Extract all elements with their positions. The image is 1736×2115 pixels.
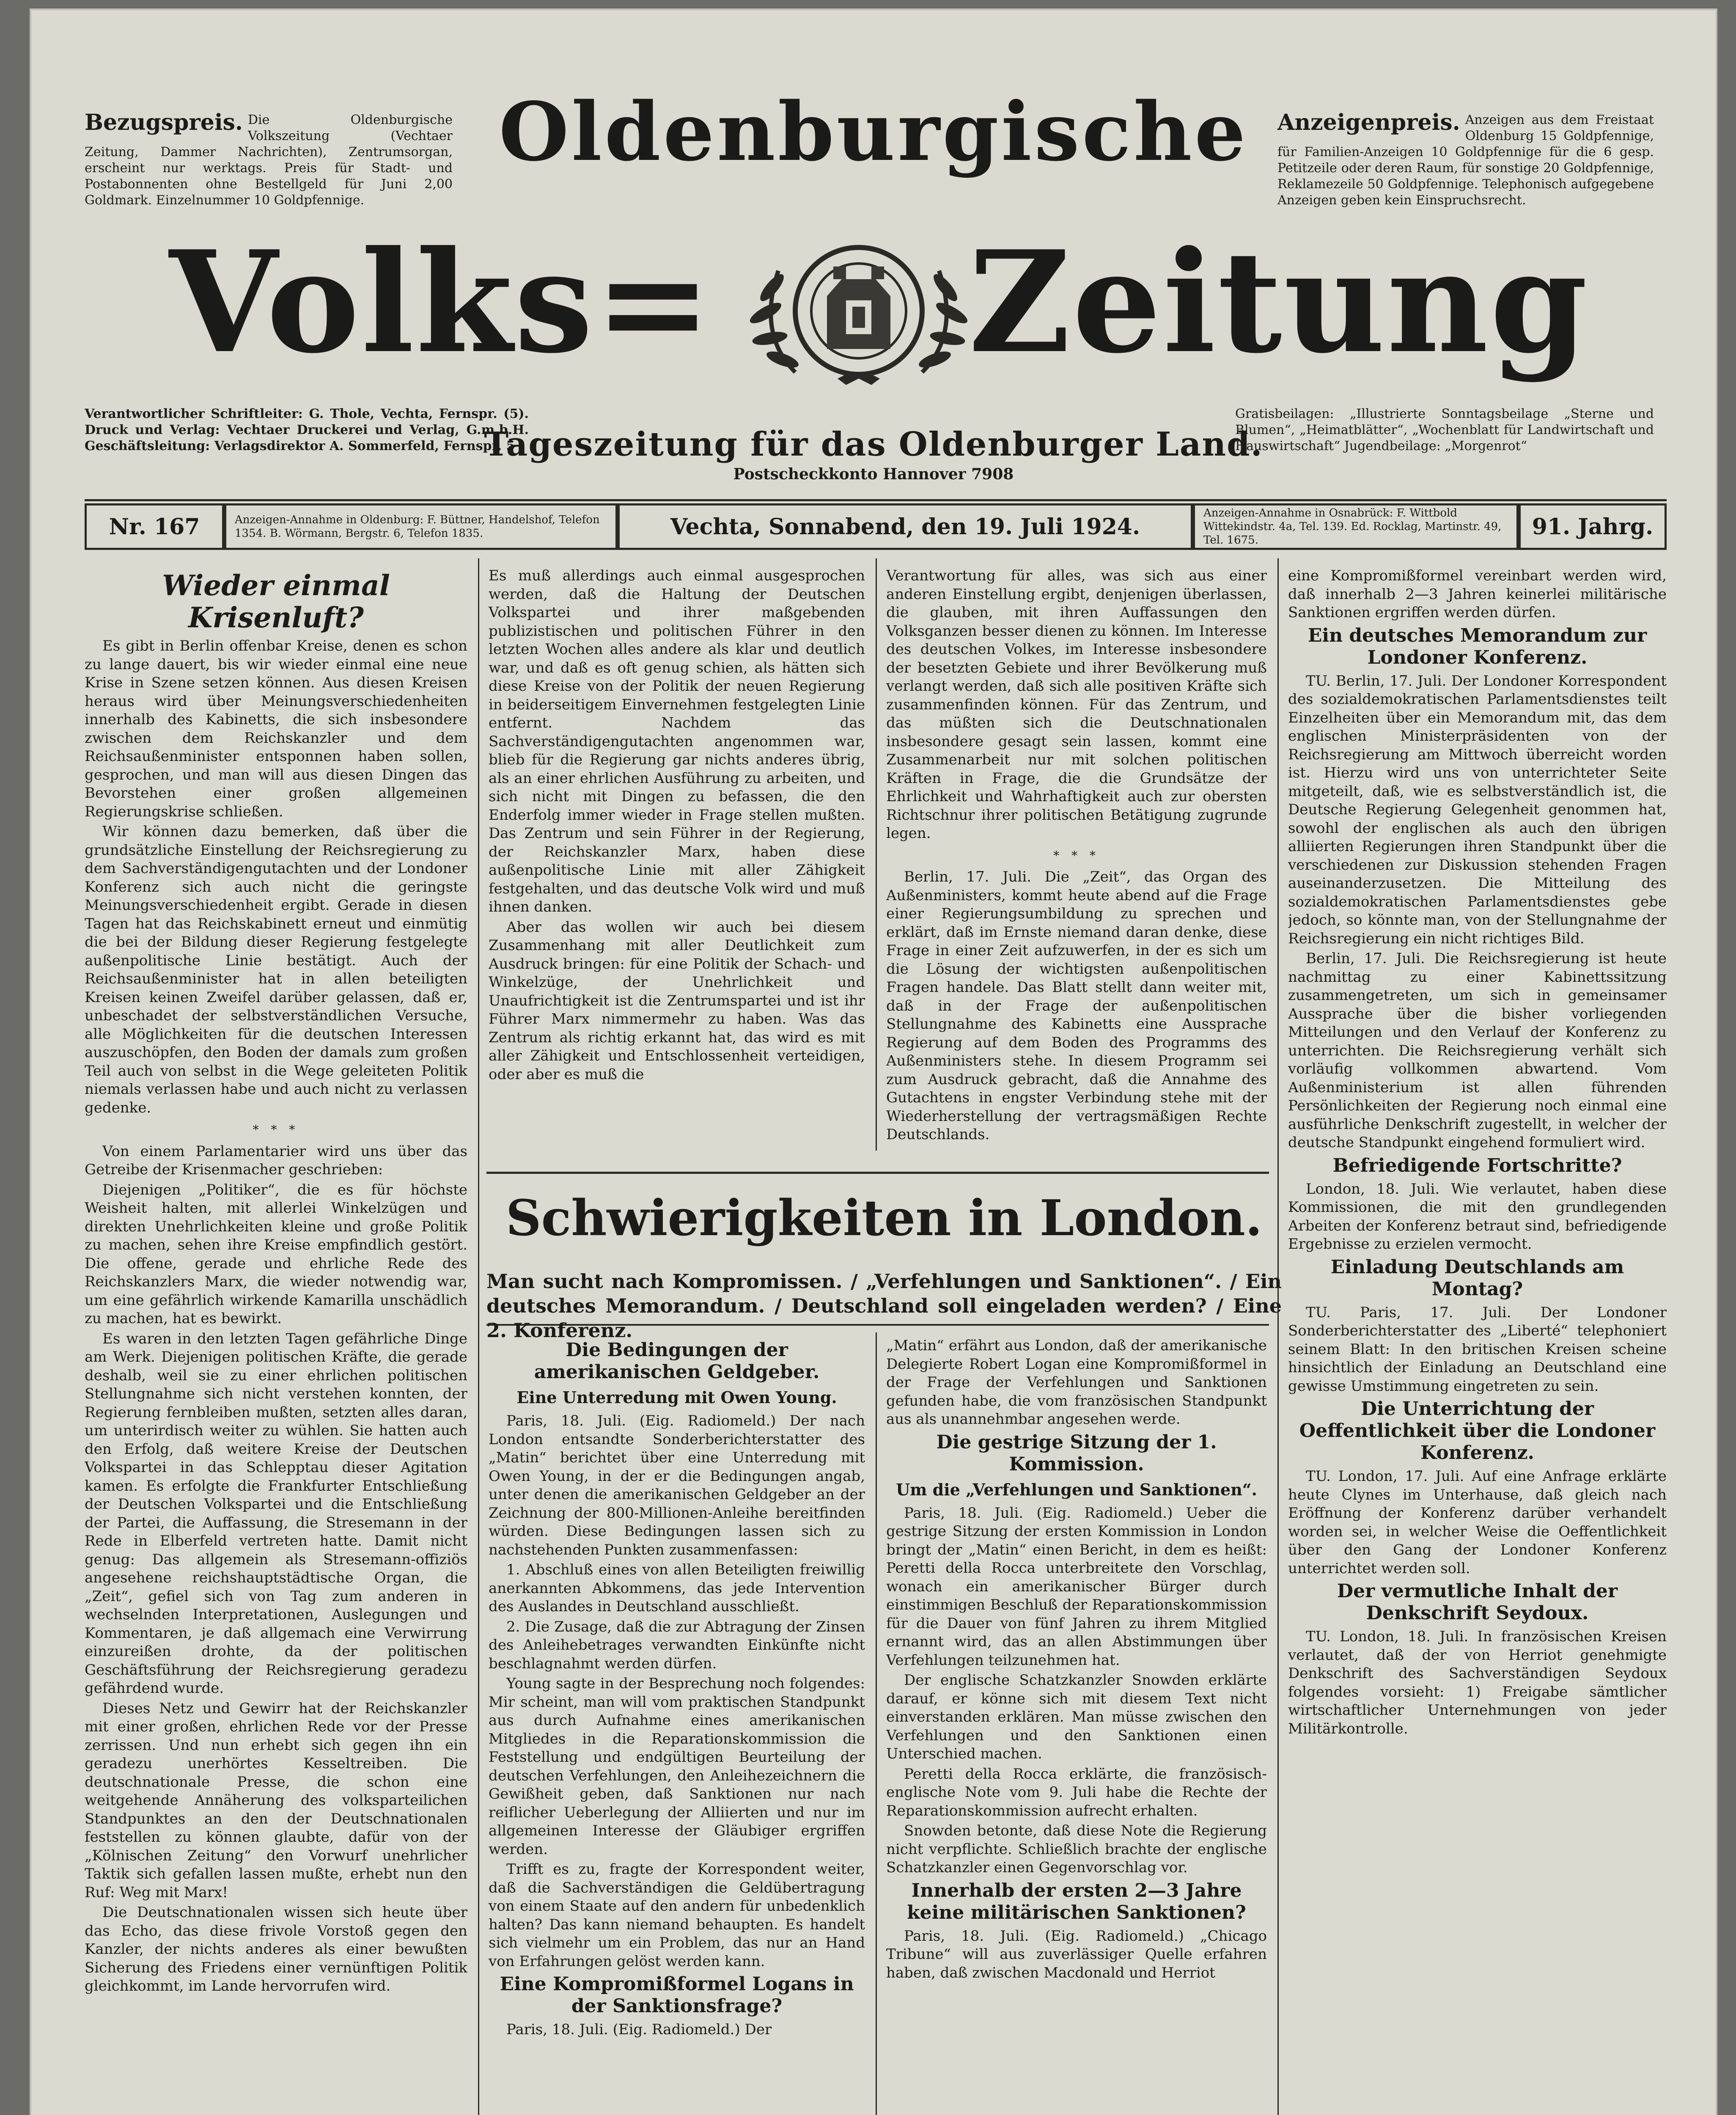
city-seal-emblem [732,233,986,393]
article-paragraph: Es gibt in Berlin offenbar Kreise, denen es schon zu lange dauert, bis wir wieder einmal eine neue Krise in Szene setzen können. Aus diesen Kreisen heraus wird über Meinungsverschiedenheiten innerhalb des Kabinetts, die sich insbesondere zwischen dem Reichskanzler und dem Reichsaußenminister entsponnen haben sollen, gesprochen, und man will aus diesen Dingen das Bevorstehen einer großen allgemeinen Regierungskrise schließen. [85,637,467,820]
jahrgang: 91. Jahrg. [1532,514,1654,540]
article-headline-krisenluft: Wieder einmal Krisenluft? [162,569,390,634]
ornament-divider: * * * [253,1123,299,1137]
article-headline-bedingungen: Die Bedingungen der amerikanischen Geldgeber. [534,1339,820,1383]
article-paragraph: Die Deutschnationalen wissen sich heute über das Echo, das diese frivole Vorstoß gegen den Kanzler, der nichts anderes als einer bewußten Sicherung des Friedens einer vernünftigen Politik gleichkommt, im Lande hervorrufen wird. [85,1904,467,1994]
article-paragraph: Dieses Netz und Gewirr hat der Reichskanzler mit einer großen, ehrlichen Rede vor der Presse zerrissen. Und nun erhebt sich gegen ihn ein geradezu unerhörtes Kesseltreiben. Die deutschnationale Presse, die schon eine weitgehende Annäherung des volksparteilichen Standpunktes an den der Deutschnationalen feststellen zu können glaubte, dafür von der „Kölnischen Zeitung“ den Vorwurf unehrlicher Taktik sich gefallen lassen mußte, erhebt nun den Ruf: Weg mit Marx! [85,1700,467,1901]
article-paragraph: Young sagte in der Besprechung noch folgendes: Mir scheint, man will vom praktischen Standpunkt aus durch Aufnahme eines amerikanischen Mitgliedes in die Reparationskommission die Feststellung und endgültigen Beurteilung der deutschen Verfehlungen, den Anleihezeichnern die Gewißheit geben, daß Sanktionen nur nach reiflicher Ueberlegung der Alliierten und nur im allgemeinen Interesse der Gläubiger ergriffen werden. [489,1675,865,1858]
article-paragraph: TU. London, 18. Juli. In französischen Kreisen verlautet, daß der von Herriot genehmigte Denkschrift des Sachverständigen Seydoux folgendes vorsieht: 1) Freigabe sämtlicher wirtschaftlicher Unternehmungen von jeder Militärkontrolle. [1288,1628,1667,1737]
annahme-oldenburg-text: Anzeigen-Annahme in Oldenburg: F. Büttner, Handelshof, Telefon 1354. B. Wörmann, Bergstr. 6, Telefon 1835. [235,514,600,540]
article-paragraph: Es waren in den letzten Tagen gefährliche Dinge am Werk. Diejenigen politischen Kräfte, die gerade deshalb, weil sie zu einer ehrlichen politischen Stellungnahme sich nicht verstehen konnten, der Regierung fernbleiben mußten, setzten alles daran, um unterirdisch weiter zu wühlen. Sie hatten auch den Erfolg, daß weitere Kreise der Deutschen Volkspartei in das Schlepptau dieser Agitation kamen. Es erfolgte die Frankfurter Entschließung der Deutschen Volkspartei und die Entschließung der Partei, die Auffassung, die Stresemann in der Rede in Elberfeld vertreten hatte. Damit nicht genug: Das allgemein als Stresemann-offiziös angesehene reichshauptstädtische Organ, die „Zeit“, gefiel sich von Tag zum anderen in wechselnden Interpretationen, Auslegungen und Kommentaren, je daß allgemach eine Verwirrung einzureißen drohte, da der politischen Geschäftsführung der Reichsregierung geradezu gefährdend wurde. [85,1330,467,1697]
column-3-bottom [886,1337,1267,2115]
bezugspreis-label: Bezugspreis. [85,110,243,135]
article-subheadline-young: Eine Unterredung mit Owen Young. [516,1388,837,1407]
masthead-zeitung: Zeitung [969,220,1590,384]
article-paragraph: Es muß allerdings auch einmal ausgesprochen werden, daß die Haltung der Deutschen Volkspartei und ihrer maßgebenden publizistischen und politischen Führer in den letzten Wochen alles andere als klar und deutlich war, und daß es oft genug schien, als hätten sich diese Kreise von der Politik der neuen Regierung in beiderseitigem Einvernehmen festgelegten Linie entfernt. Nachdem das Sachverständigengutachten angenommen war, blieb für die Regierung gar nichts anderes übrig, als an einer ehrlichen Ausführung zu arbeiten, und sich nicht mit Dingen zu befassen, die den Enderfolg immer wieder in Frage stellen mußten. Das Zentrum und sein Führer in der Regierung, der Reichskanzler Marx, haben diese außenpolitische Linie mit aller Zähigkeit festgehalten, und das deutsche Volk wird und muß ihnen danken. [489,567,865,915]
article-paragraph: Snowden betonte, daß diese Note die Regierung nicht verpflichte. Schließlich brachte der englische Schatzkanzler einen Gegenvorschlag vor. [886,1822,1267,1876]
column-rule-2b [876,1332,877,2115]
article-paragraph: Paris, 18. Juli. (Eig. Radiomeld.) „Chicago Tribune“ will aus zuverlässiger Quelle erfahren haben, daß zwischen Macdonald und Herriot [886,1927,1267,1981]
annahme-osnabrueck-text: Anzeigen-Annahme in Osnabrück: F. Wittbold Wittekindstr. 4a, Tel. 139. Ed. Rocklag, Martinstr. 49, Tel. 1675. [1203,507,1502,547]
jahrgang-box [1519,503,1667,550]
verlag-text: Verantwortlicher Schriftleiter: G. Thole, Vechta, Fernspr. (5). Druck und Verlag: Vechtaer Druckerei und Verlag, G.m.b.H. Geschäftsleitung: Verlagsdirektor A. Sommerfeld, Fernspr. 5 [85,407,529,453]
article-paragraph: Von einem Parlamentarier wird uns über das Getreibe der Krisenmacher geschrieben: [85,1143,467,1178]
article-paragraph: „Matin“ erfährt aus London, daß der amerikanische Delegierte Robert Logan eine Kompromißformel in der Frage der Verfehlungen und Sanktionen gefunden habe, die vom französischen Standpunkt aus als unannehmbar angesehen werde. [886,1337,1267,1428]
masthead-line1: Oldenburgische [499,85,1248,179]
article-paragraph: Berlin, 17. Juli. Die Reichsregierung ist heute nachmittag zu einer Kabinettssitzung zusammengetreten, um sich in gemeinsamer Aussprache über die bisher vorliegenden Mitteilungen und den Verlauf der Konferenz zu unterrichten. Die Reichsregierung verhält sich vorläufig vollkommen abwartend. Vom Außenministerium ist allen führenden Persönlichkeiten der Regierung noch einmal eine ausführliche Denkschrift zugestellt, in welcher der deutsche Standpunkt eingehend formuliert wird. [1288,950,1667,1151]
banner-top-rule [486,1172,1269,1174]
issue-number: Nr. 167 [109,514,200,540]
article-paragraph: London, 18. Juli. Wie verlautet, haben diese Kommissionen, die mit den grundlegenden Arbeiten der Konferenz betraut sind, befriedigende Ergebnisse zu erzielen vermocht. [1288,1180,1667,1253]
banner-headline: Schwierigkeiten in London. [505,1189,1263,1247]
anzeigenpreis-text: Anzeigen aus dem Freistaat Oldenburg 15 Goldpfennige, für Familien-Anzeigen 10 Goldpfennige für die 6 gesp. Petitzeile oder deren Raum, für sonstige 20 Goldpfennige, Reklamezeile 50 Goldpfennige. Telephonisch aufgegebene Anzeigen geben kein Einspruchsrecht. [1277,113,1654,208]
article-headline-einladung: Einladung Deutschlands am Montag? [1330,1256,1624,1300]
column-1 [85,567,467,2115]
verlag-info [85,406,529,454]
article-paragraph: Berlin, 17. Juli. Die „Zeit“, das Organ des Außenministers, kommt heute abend auf die Frage einer Regierungsumbildung zu sprechen und erklärt, daß im Ernste niemand daran denke, diese Frage in einer Zeit aufzuwerfen, in der es sich um die Lösung der wichtigsten außenpolitischen Fragen handele. Das Blatt stellt dann weiter mit, daß in der Frage der außenpolitischen Stellungnahme des Kabinetts eine Aussprache Regierung auf dem Boden des Programms des Außenministers stehe. In diesem Programm sei zum Ausdruck gebracht, daß die Annahme des Gutachtens in engster Verbindung stehe mit der Wiederherstellung der vertragsmäßigen Rechte Deutschlands. [886,868,1267,1143]
article-paragraph: Verantwortung für alles, was sich aus einer anderen Einstellung ergibt, denjenigen überlassen, die glauben, mit ihren Auffassungen den Volksganzen besser dienen zu können. Im Interesse des deutschen Volkes, im Interesse insbesondere der besetzten Gebiete und ihrer Bevölkerung muß verlangt werden, daß sich alle positiven Kräfte sich zusammenfinden können. Für das Zentrum, und das müßten sich die Deutschnationalen insbesondere gesagt sein lassen, kommt eine Zusammenarbeit nur mit solchen politischen Kräften in Frage, die die Grundsätze der Ehrlichkeit und Wahrhaftigkeit auch zur obersten Richtschnur ihrer politischen Betätigung zugrunde legen. [886,567,1267,842]
article-headline-seydoux: Der vermutliche Inhalt der Denkschrift Seydoux. [1337,1580,1618,1624]
issue-date: Vechta, Sonnabend, den 19. Juli 1924. [670,514,1140,540]
masthead-subtitle: Tageszeitung für das Oldenburger Land. [484,425,1263,464]
article-paragraph: eine Kompromißformel vereinbart werden wird, daß innerhalb 2—3 Jahren keinerlei militärische Sanktionen ergriffen werden dürfen. [1288,567,1667,621]
article-paragraph: TU. Berlin, 17. Juli. Der Londoner Korrespondent des sozialdemokratischen Parlamentsdienstes teilt Einzelheiten über ein Memorandum mit, das dem englischen Ministerpräsidenten von der Reichsregierung am Mittwoch überreicht worden ist. Hierzu wird uns von unterrichteter Seite mitgeteilt, daß, wie es selbstverständlich ist, die Deutsche Regierung Gelegenheit genommen hat, sowohl der englischen als auch den übrigen alliierten Regierungen ihren Standpunkt über die verschiedenen zur Diskussion stehenden Fragen auseinanderzusetzen. Die Mitteilung des sozialdemokratischen Parlamentsdienstes gebe jedoch, so könnte man, von der Stellungnahme der Reichsregierung ein nicht richtiges Bild. [1288,672,1667,947]
bezugspreis-text: Die Oldenburgische Volkszeitung (Vechtaer Zeitung, Dammer Nachrichten), Zentrumsorgan, erscheint nur werktags. Preis für Stadt- und Postabonnenten ohne Bestellgeld für Juni 2,00 Goldmark. Einzelnummer 10 Goldpfennige. [85,113,453,208]
column-3-top [886,567,1267,1155]
article-paragraph: TU. London, 17. Juli. Auf eine Anfrage erklärte heute Clynes im Unterhause, daß gleich nach Eröffnung der Konferenz darüber verhandelt worden sei, in welcher Weise die Oeffentlichkeit über den Gang der Londoner Konferenz unterrichtet werden soll. [1288,1468,1667,1577]
article-paragraph: Der englische Schatzkanzler Snowden erklärte darauf, er könne sich mit diesem Text nicht einverstanden erklären. Man müsse zwischen den Verfehlungen und den Sanktionen einen Unterschied machen. [886,1672,1267,1762]
column-2-top [489,567,865,1155]
article-paragraph: Trifft es zu, fragte der Korrespondent weiter, daß die Sachverständigen die Geldübertragung von einem Staate auf den andern für unbedenklich halten? Das kann niemand behaupten. Es handelt sich vielmehr um ein Problem, das nur an Hand von Erfahrungen gelöst werden kann. [489,1861,865,1970]
article-headline-memorandum: Ein deutsches Memorandum zur Londoner Konferenz. [1307,624,1647,668]
article-headline-oeffentlichkeit: Die Unterrichtung der Oeffentlichkeit über die Londoner Konferenz. [1299,1398,1656,1464]
article-paragraph: Peretti della Rocca erklärte, die französisch-englische Note vom 9. Juli habe die Rechte der Reparationskommission aufrecht erhalten. [886,1765,1267,1819]
issue-number-box [85,503,224,550]
article-headline-drei-jahre: Innerhalb der ersten 2—3 Jahre keine militärischen Sanktionen? [907,1879,1246,1923]
article-paragraph: 1. Abschluß eines von allen Beteiligten freiwillig anerkannten Abkommens, das jede Intervention des Auslandes in Deutschland ausschließt. [489,1561,865,1615]
column-4 [1288,567,1667,2115]
postscheck-line: Postscheckkonto Hannover 7908 [733,465,1014,483]
article-paragraph: Aber das wollen wir auch bei diesem Zusammenhang mit aller Deutlichkeit zum Ausdruck bringen: für eine Politik der Schach- und Winkelzüge, der Unehrlichkeit und Unaufrichtigkeit ist die Zentrumspartei und ist ihr Führer Marx nimmermehr zu haben. Was das Zentrum als richtig erkannt hat, das wird es mit aller Zähigkeit und Entschlossenheit verteidigen, oder aber es muß die [489,918,865,1083]
gratisbeilagen-info [1235,406,1654,454]
annahme-osnabrueck-box [1193,503,1519,550]
article-paragraph: Paris, 18. Juli. (Eig. Radiomeld.) Ueber die gestrige Sitzung der ersten Kommission in London bringt der „Matin“ einen Bericht, in dem es heißt: Peretti della Rocca unterbreitete den Vorschlag, wonach ein amerikanischer Bürger durch einstimmigen Beschluß der Reparationskommission für die Dauer von fünf Jahren zu ihrem Mitglied ernannt wird, das an allen Abstimmungen über Verfehlungen teilzunehmen hat. [886,1504,1267,1669]
date-box [618,503,1193,550]
article-paragraph: Diejenigen „Politiker“, die es für höchste Weisheit halten, mit allerlei Winkelzügen und direkten Unehrlichkeiten kleine und große Politik zu machen, sehen ihre Kreise empfindlich gestört. Die offene, gerade und ehrliche Rede des Reichskanzlers Marx, die wieder notwendig war, um eine gefährlich wirkende Kamarilla unschädlich zu machen, hat es bewirkt. [85,1181,467,1327]
anzeigenpreis-label: Anzeigenpreis. [1277,110,1460,135]
column-2-bottom [489,1337,865,2115]
newspaper-page [30,8,1717,2115]
article-paragraph: Wir können dazu bemerken, daß über die grundsätzliche Einstellung der Reichsregierung zu dem Sachverständigengutachten und der Londoner Konferenz sich auch nicht die geringste Meinungsverschiedenheit ergibt. Gerade in diesen Tagen hat das Reichskabinett erneut und einmütig die bei der Bildung dieser Regierung festgelegte außenpolitische Linie bestätigt. Auch der Reichsaußenminister hat in allen beteiligten Kreisen keinen Zweifel darüber gelassen, daß er, unbeschadet der selbstverständlichen Versuche, alle Möglichkeiten für die deutschen Interessen auszuschöpfen, den Boden der damals zum großen Teil auch von selbst in die Wege geleiteten Politik niemals verlassen habe und auch nicht zu verlassen gedenke. [85,823,467,1116]
article-paragraph: 2. Die Zusage, daß die zur Abtragung der Zinsen des Anleihebetrages verwandten Einkünfte nicht beschlagnahmt werden dürfen. [489,1618,865,1672]
article-paragraph: TU. Paris, 17. Juli. Der Londoner Sonderberichterstatter des „Liberté“ telephoniert seinem Blatt: In den britischen Kreisen scheine hinsichtlich der Einladung an Deutschland eine gewisse Umstimmung eingetreten zu sein. [1288,1304,1667,1395]
column-rule-2 [876,558,877,1151]
gratisbeilagen-text: Gratisbeilagen: „Illustrierte Sonntagsbeilage „Sterne und Blumen“, „Heimatblätter“, „Wochenblatt für Landwirtschaft und Hauswirtschaft“ Jugendbeilage: „Morgenrot“ [1235,407,1654,453]
article-subheadline-sanktionen: Um die „Verfehlungen und Sanktionen“. [896,1480,1257,1499]
annahme-oldenburg-box [224,503,618,550]
article-headline-kommission: Die gestrige Sitzung der 1. Kommission. [936,1431,1217,1475]
article-headline-logan: Eine Kompromißformel Logans in der Sanktionsfrage? [500,1973,854,2017]
masthead-volks: Volks= [169,220,714,384]
banner-subheadline: Man sucht nach Kompromissen. / „Verfehlungen und Sanktionen“. / Ein deutsches Memorandum. / Deutschland soll eingeladen werden? / Eine 2. Konferenz. [486,1270,1282,1342]
article-paragraph: Paris, 18. Juli. (Eig. Radiomeld.) Der nach London entsandte Sonderberichterstatter des „Matin“ berichtet über eine Unterredung mit Owen Young, in der er die Bedingungen angab, unter denen die amerikanischen Geldgeber an der Zeichnung der 800-Millionen-Anleihe bereitfinden würden. Diese Bedingungen lassen sich zu nachstehenden Punkten zusammenfassen: [489,1412,865,1558]
column-rule-1 [478,558,479,2115]
ornament-divider: * * * [1053,848,1100,862]
article-paragraph: Paris, 18. Juli. (Eig. Radiomeld.) Der [506,2021,772,2038]
article-headline-fortschritte: Befriedigende Fortschritte? [1332,1154,1622,1176]
dateline-top-rule [85,499,1667,501]
